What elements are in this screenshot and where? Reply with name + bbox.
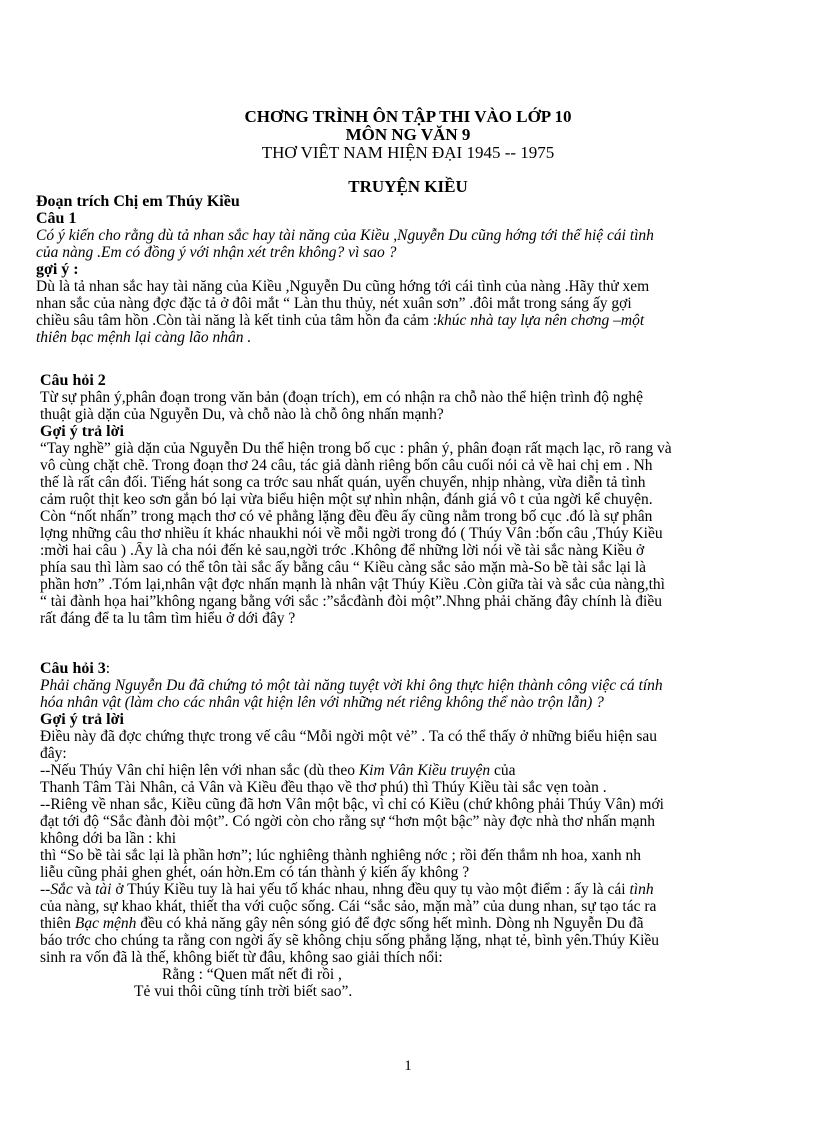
subject-title: MÔN NG VĂN 9 — [345, 125, 471, 144]
page-number: 1 — [404, 1058, 412, 1074]
answer-line — [40, 762, 790, 779]
answer-line: “ tài đành họa hai”không ngang bằng với sắc :”sắcđành đòi một”.Nhng phải chăng đây chính là điều — [40, 593, 662, 610]
hint-text: chiều sâu tâm hồn .Còn tài năng là kết tinh của tâm hồn đa cảm : — [36, 312, 438, 329]
hint-label: gợi ý : — [36, 261, 79, 278]
answer-italic: tài — [95, 881, 112, 898]
answer-text: đều có khả năng gây nên sóng gió để đợc sống hết mình. Dòng nh Nguyễn Du đã — [136, 915, 644, 932]
answer-line — [40, 881, 790, 898]
question-2-line: Từ sự phân ý,phân đoạn trong văn bản (đoạn trích), em có nhận ra chỗ nào thể hiện trình độ nghệ — [40, 389, 644, 406]
question-1-label: Câu 1 — [36, 210, 77, 227]
answer-line: lợng những câu thơ nhiều ít khác nhaukhi nói về mỗi ngời trong đó ( Thúy Vân :bốn câu ,Thúy Kiều — [40, 525, 663, 542]
answer-italic: tình — [629, 881, 654, 898]
answer-line: cảm ruột thịt keo sơn gắn bó lại vừa biểu hiện một sự nhìn nhận, đánh giá vô t của ngời kể chuyện. — [40, 491, 653, 508]
hint-line: thiên bạc mệnh lại càng lão nhân . — [36, 329, 252, 346]
answer-line: Điều này đã đợc chứng thực trong vế câu “Mỗi ngời một vẻ” . Ta có thể thấy ở những biểu hiện sau — [40, 728, 658, 745]
question-1-line: Có ý kiến cho rằng dù tả nhan sắc hay tài năng của Kiều ,Nguyễn Du cũng hớng tới thể hiệ cái tình — [36, 227, 654, 244]
question-3-colon: : — [105, 660, 111, 677]
verse-line: Tẻ vui thôi cũng tính trời biết sao”. — [134, 983, 353, 1000]
answer-line: --Riêng về nhan sắc, Kiều cũng đã hơn Vân một bậc, vì chỉ có Kiều (chứ không phải Thúy Vân) mới — [40, 796, 664, 813]
answer-line: Còn “nốt nhấn” trong mạch thơ có vẻ phẳng lặng đều đều ấy cũng nằm trong bố cục .đó là sự phân — [40, 508, 653, 525]
excerpt-heading: Đoạn trích Chị em Thúy Kiều — [36, 193, 240, 210]
question-3-block — [40, 660, 790, 1000]
book-title: Kim Vân Kiều truyện — [358, 762, 491, 779]
question-3-label: Câu hỏi 3 — [40, 660, 106, 677]
question-3-line: Phải chăng Nguyễn Du đã chứng tỏ một tài năng tuyệt vời khi ông thực hiện thành công việc cá tính — [40, 677, 663, 694]
answer-line: đây: — [40, 745, 67, 762]
hint-line: nhan sắc của nàng đợc đặc tả ở đôi mắt “ Làn thu thủy, nét xuân sơn” .đôi mắt trong sáng ấy gợi — [36, 295, 632, 312]
answer-line: phía sau thì làm sao có thể tôn tài sắc ấy bằng câu “ Kiều càng sắc sảo mặn mà-So bề tài sắc lại là — [40, 559, 647, 576]
answer-line: đạt tới độ “Sắc đành đòi một”. Có ngời còn cho rằng sự “hơn một bậc” này đợc nhà thơ nhấn mạnh — [40, 813, 655, 830]
excerpt-block — [36, 193, 786, 346]
answer-text: của — [490, 762, 516, 779]
question-2-line: thuật già dặn của Nguyễn Du, và chỗ nào là chỗ ông nhấn mạnh? — [40, 406, 444, 423]
question-3-line: hóa nhân vật (làm cho các nhân vật hiện lên với những nét riêng không thể nào trộn lẫn) ? — [40, 694, 604, 711]
answer-line: Thanh Tâm Tài Nhân, cả Vân và Kiều đều thạo về thơ phú) thì Thúy Kiều tài sắc vẹn toàn . — [40, 779, 607, 796]
answer-text: và — [72, 881, 96, 898]
program-title: CHƠNG TRÌNH ÔN TẬP THI VÀO LỚP 10 — [244, 107, 572, 126]
answer-line: rất đáng để ta lu tâm tìm hiểu ở dới đây ? — [40, 610, 296, 627]
answer-line: :mời hai câu ) .Ấy là cha nói đến kẻ sau,ngời trớc .Không để những lời nói về tài sắc nàng Kiều ở — [40, 542, 645, 559]
topic-title: THƠ VIÊT NAM HIỆN ĐẠI 1945 -- 1975 — [261, 143, 555, 162]
answer-italic: Bạc mệnh — [74, 915, 137, 932]
answer-label: Gợi ý trả lời — [40, 711, 124, 728]
answer-label: Gợi ý trả lời — [40, 423, 124, 440]
answer-line: sinh ra vốn đã là thế, không biết từ đâu, không sao giải thích nổi: — [40, 949, 443, 966]
answer-text: --Nếu Thúy Vân chỉ hiện lên với nhan sắc (dù theo — [40, 762, 359, 779]
hint-italic-quote: khúc nhà tay lựa nên chơng –một — [437, 312, 645, 329]
verse-line: Rằng : “Quen mất nết đi rồi , — [162, 966, 342, 983]
answer-text: ở Thúy Kiều tuy là hai yếu tố khác nhau, nhng đều quy tụ vào một điểm : ấy là cái — [111, 881, 630, 898]
question-2-block — [40, 372, 790, 627]
answer-line: liễu cũng phải ghen ghét, oán hờn.Em có tán thành ý kiến ấy không ? — [40, 864, 470, 881]
answer-line: phần hơn” .Tóm lại,nhân vật đợc nhấn mạnh là nhân vật Thúy Kiều .Còn giữa tài và sắc của nàng,thì — [40, 576, 665, 593]
hint-line — [36, 312, 786, 329]
answer-line — [40, 915, 790, 932]
answer-line: vô cùng chặt chẽ. Trong đoạn thơ 24 câu, tác giả dành riêng bốn câu cuối nói cả về hai chị em . Nh — [40, 457, 653, 474]
answer-line: thì “So bề tài sắc lại là phần hơn”; lúc nghiêng thành nghiêng nớc ; rồi đến thắm nh hoa, xanh nh — [40, 847, 641, 864]
answer-line: báo trớc cho chúng ta rằng con ngời ấy sẽ không chịu sống phẳng lặng, nhạt tẻ, bình yên.Thúy Kiều — [40, 932, 660, 949]
answer-line: của nàng, sự khao khát, thiết tha với cuộc sống. Cái “sắc sảo, mặn mà” của dung nhan, sự tạo tác ra — [40, 898, 657, 915]
section-title: TRUYỆN KIỀU — [348, 177, 468, 196]
hint-line: Dù là tả nhan sắc hay tài năng của Kiều ,Nguyễn Du cũng hớng tới cái tình của nàng .Hãy thử xem — [36, 278, 650, 295]
answer-line: “Tay nghề” già dặn của Nguyễn Du thể hiện trong bố cục : phân ý, phân đoạn rất mạch lạc, rõ rang và — [40, 440, 672, 457]
answer-italic: --Sắc — [40, 881, 73, 898]
question-2-label: Câu hỏi 2 — [40, 372, 106, 389]
question-3-label-line — [40, 660, 790, 677]
answer-line: không dới ba lần : khi — [40, 830, 177, 847]
answer-text: thiên — [40, 915, 75, 932]
answer-line: thế là rất cân đối. Tiếng hát song ca trớc sau nhất quán, uyển chuyển, nhịp nhàng, vừa diễn tả tình — [40, 474, 646, 491]
question-1-line: của nàng .Em có đồng ý với nhận xét trên không? vì sao ? — [36, 244, 397, 261]
